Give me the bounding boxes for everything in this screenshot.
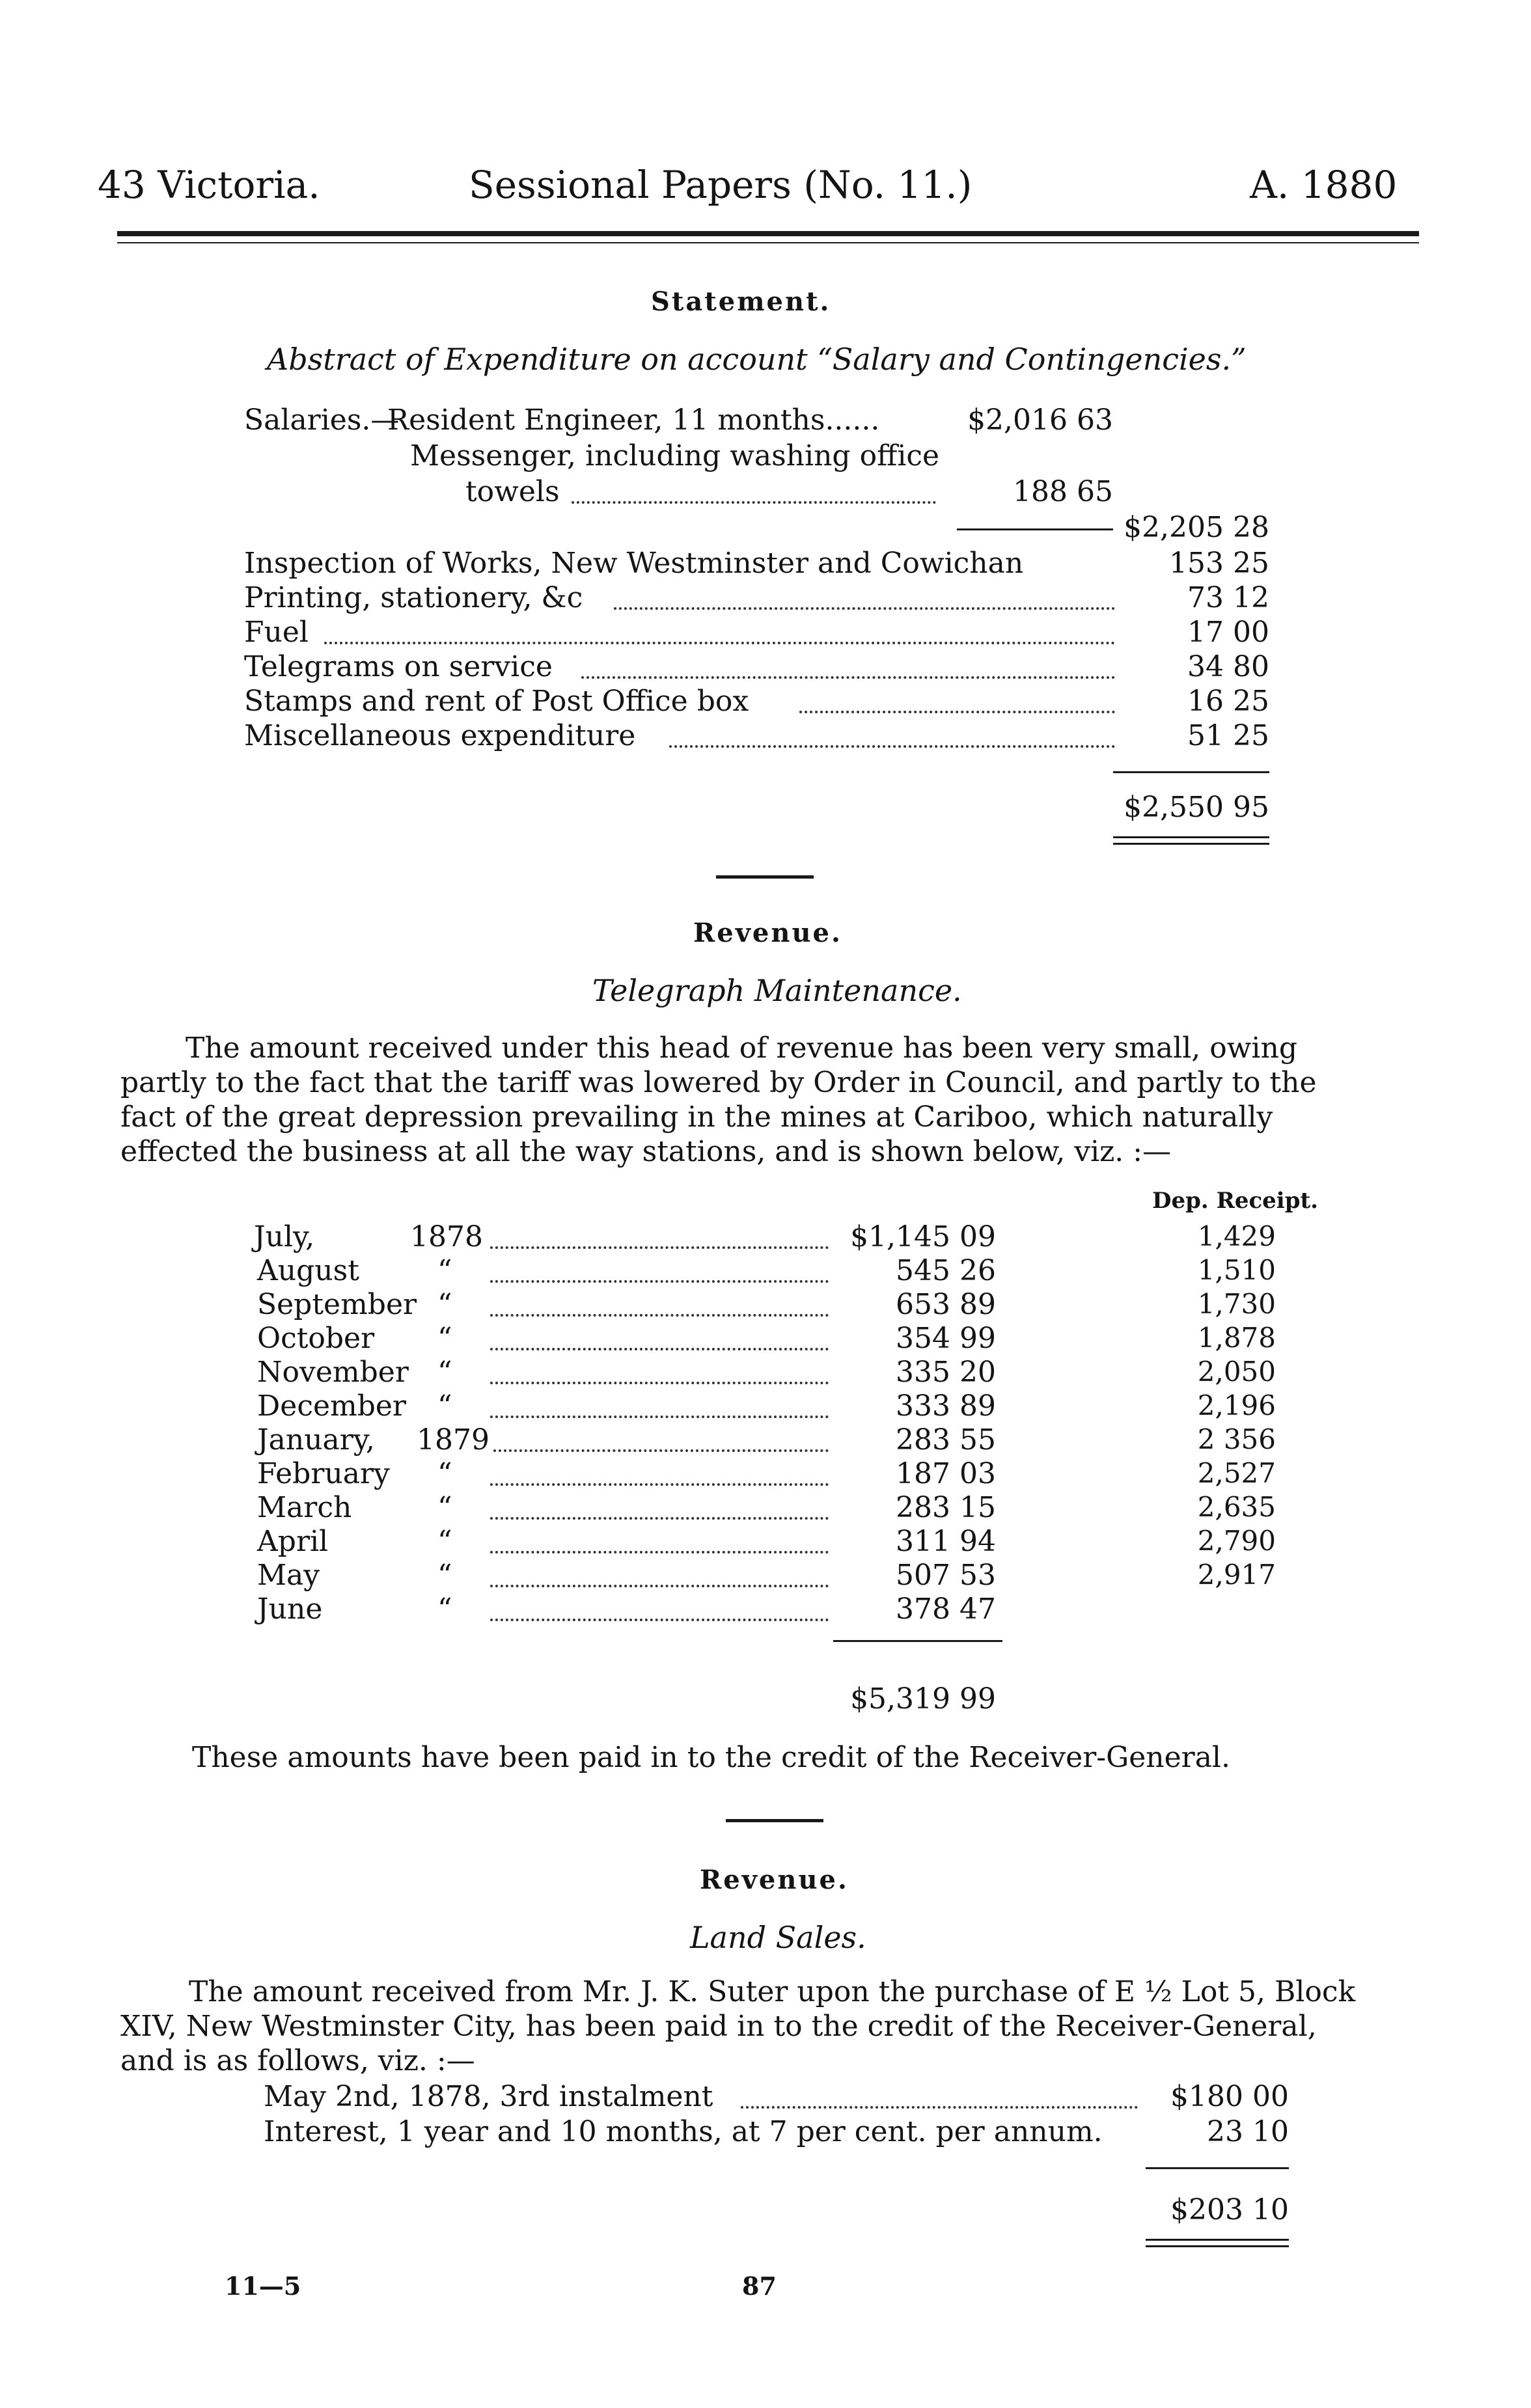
month-label: August [257,1254,359,1287]
statement-grand-total: $2,550 95 [1124,791,1269,824]
month-label: November [257,1356,409,1389]
leader-dots [572,475,936,504]
double-rule [1146,2239,1289,2241]
month-label: July, [254,1220,315,1253]
month-label: April [257,1525,329,1558]
leader-dots [490,1254,829,1283]
double-rule [1113,836,1269,838]
section-divider [716,875,814,879]
leader-dots [490,1593,829,1621]
revenue-title: Revenue. [693,918,842,948]
dep-receipt-value: 1,878 [1197,1322,1276,1354]
header-rule-thin [117,242,1419,243]
month-label: October [257,1322,375,1355]
leader-dots [490,1457,829,1486]
month-amount: 653 89 [896,1288,996,1321]
paragraph-line: XIV, New Westminster City, has been paid in to the credit of the Receiver-General, [120,2010,1317,2043]
dep-receipt-value: 2,527 [1197,1457,1276,1489]
total-rule [1146,2167,1289,2169]
double-rule [1146,2245,1289,2247]
expense-amount: 51 25 [1187,719,1269,752]
leader-dots [324,616,1115,644]
month-label: February [257,1457,390,1490]
leader-dots [614,581,1115,610]
leader-dots [490,1559,829,1587]
statement-subtitle: Abstract of Expenditure on account “Salary and Contingencies.” [267,342,1247,377]
month-year: “ [437,1389,452,1423]
header-right: A. 1880 [1250,163,1398,207]
leader-dots [669,719,1115,748]
month-year: “ [437,1254,452,1287]
month-amount: 507 53 [896,1559,996,1592]
leader-dots [490,1389,829,1418]
expense-label: Miscellaneous expenditure [244,719,636,752]
paragraph-line: effected the business at all the way stations, and is shown below, viz. :— [120,1135,1172,1168]
salaries-label: Salaries.— [244,404,400,437]
total-rule [833,1640,1002,1642]
land-total: $203 10 [1170,2193,1289,2226]
month-year: “ [437,1322,452,1355]
month-year: “ [437,1288,452,1321]
dep-receipt-value: 2,790 [1197,1525,1276,1557]
month-amount: 335 20 [896,1356,996,1389]
expense-amount: 153 25 [1169,547,1269,580]
month-year: “ [437,1525,452,1558]
dep-receipt-value: 2,917 [1197,1559,1276,1591]
expense-amount: 16 25 [1187,685,1269,718]
month-year: “ [437,1593,452,1626]
telegraph-note: These amounts have been paid in to the credit of the Receiver-General. [192,1741,1230,1774]
salary-item-label: Resident Engineer, 11 months...... [387,404,880,437]
subtotal-rule [957,528,1113,530]
header-rule [117,231,1419,236]
revenue-subtitle: Telegraph Maintenance. [592,973,962,1008]
expense-amount: 34 80 [1187,650,1269,683]
dep-receipt-value: 2,635 [1197,1491,1276,1523]
salaries-total: $2,205 28 [1124,511,1269,544]
dep-receipt-value: 1,429 [1197,1220,1276,1252]
footer-signature: 11—5 [225,2271,301,2301]
paragraph-line: and is as follows, viz. :— [120,2044,475,2077]
month-amount: 283 15 [896,1491,996,1524]
month-year: 1878 [410,1220,483,1253]
dep-receipt-value: 2,196 [1197,1389,1276,1421]
total-rule [1113,771,1269,773]
leader-dots [581,650,1115,679]
double-rule [1113,843,1269,845]
month-amount: $1,145 09 [850,1220,996,1253]
expense-label: Inspection of Works, New Westminster and Cowichan [244,547,1024,580]
paragraph-line: fact of the great depression prevailing in the mines at Cariboo, which naturally [120,1101,1273,1134]
month-year: 1879 [417,1423,490,1457]
header-left: 43 Victoria. [98,163,320,207]
leader-dots [490,1288,829,1317]
month-amount: 378 47 [896,1593,996,1626]
salary-item-label: Messenger, including washing office [410,439,940,472]
land-item-label: Interest, 1 year and 10 months, at 7 per cent. per annum. [264,2115,1103,2148]
dep-receipt-value: 1,730 [1197,1288,1276,1320]
salary-item-amount: 188 65 [1013,475,1113,508]
expense-amount: 17 00 [1187,616,1269,649]
revenue-subtitle: Land Sales. [690,1920,866,1955]
salary-item-label: towels [465,475,560,508]
dep-receipt-value: 2,050 [1197,1356,1276,1388]
paragraph-line: partly to the fact that the tariff was lowered by Order in Council, and partly to the [120,1066,1317,1099]
section-divider [726,1819,823,1822]
month-amount: 354 99 [896,1322,996,1355]
page-number: 87 [742,2271,777,2301]
expense-label: Printing, stationery, &c [244,581,583,614]
header-title: Sessional Papers (No. 11.) [469,163,972,207]
statement-title: Statement. [651,286,831,317]
salary-item-amount: $2,016 63 [967,404,1113,437]
month-year: “ [437,1457,452,1490]
leader-dots [741,2080,1138,2109]
leader-dots [490,1525,829,1553]
paragraph-line: The amount received under this head of revenue has been very small, owing [186,1032,1297,1065]
month-label: September [257,1288,417,1321]
expense-label: Stamps and rent of Post Office box [244,685,749,718]
paragraph-line: The amount received from Mr. J. K. Suter upon the purchase of E ½ Lot 5, Block [189,1975,1356,2008]
month-label: January, [257,1423,375,1457]
leader-dots [799,685,1115,713]
land-item-amount: $180 00 [1170,2080,1289,2113]
leader-dots [490,1356,829,1384]
month-year: “ [437,1559,452,1592]
month-label: December [257,1389,406,1423]
land-item-amount: 23 10 [1207,2115,1289,2148]
expense-label: Telegrams on service [244,650,553,683]
month-year: “ [437,1491,452,1524]
month-amount: 333 89 [896,1389,996,1423]
month-label: March [257,1491,352,1524]
dep-receipt-header: Dep. Receipt. [1152,1188,1319,1214]
month-amount: 283 55 [896,1423,996,1457]
revenue-title: Revenue. [700,1865,849,1895]
month-amount: 311 94 [896,1525,996,1558]
telegraph-total: $5,319 99 [850,1682,996,1716]
month-year: “ [437,1356,452,1389]
dep-receipt-value: 1,510 [1197,1254,1276,1286]
leader-dots [490,1220,829,1249]
month-amount: 187 03 [896,1457,996,1490]
expense-amount: 73 12 [1187,581,1269,614]
expense-label: Fuel [244,616,309,649]
leader-dots [490,1322,829,1350]
month-label: June [257,1593,323,1626]
dep-receipt-value: 2 356 [1197,1423,1276,1455]
month-label: May [257,1559,320,1592]
month-amount: 545 26 [896,1254,996,1287]
land-item-label: May 2nd, 1878, 3rd instalment [264,2080,713,2113]
leader-dots [490,1491,829,1520]
leader-dots [493,1423,829,1452]
